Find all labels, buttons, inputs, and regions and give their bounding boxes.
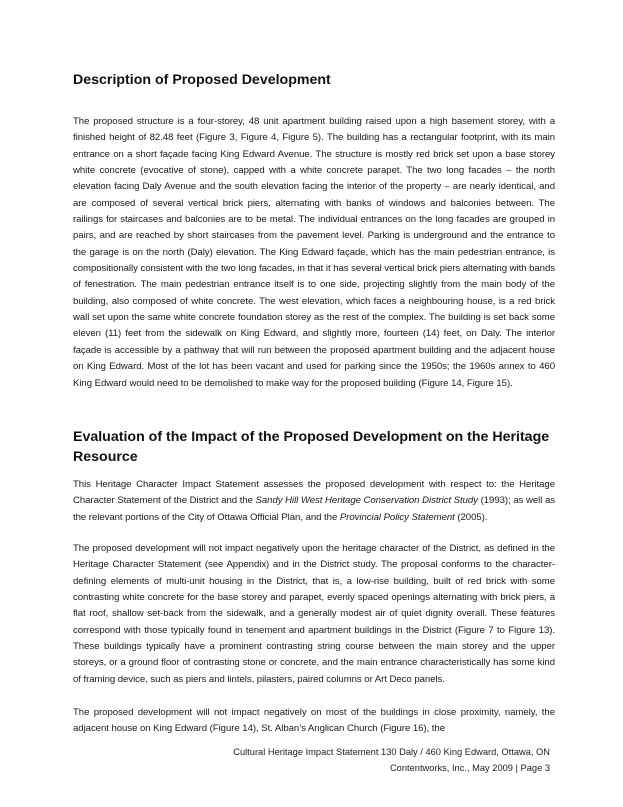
district-study-title: Sandy Hill West Heritage Conservation District Study	[255, 495, 478, 507]
evaluation-paragraph-district: The proposed development will not impact negatively upon the heritage character of the District, as defined in the Heritage Character Statement (see Appendix) and in the District study. The proposal conforms to the character-defining elements of multi-unit housing in the District, that is, a low-rise building, built of red brick with some contrasting white concrete for the base storey and parapet, evenly spaced openings alternating with brick piers, a flat roof, shallow set-back from the sidewalk, and a generally modest air of quiet dignity overall. These features correspond with those typically found in tenement and apartment buildings in the District (Figure 7 to Figure 13). These buildings typically have a prominent contrasting string course between the main storey and the upper storeys, or a ground floor of contrasting stone or concrete, and the main entrance characteristically has some kind of framing device, such as piers and lintels, pilasters, paired columns or Art Deco panels.	[73, 543, 555, 685]
footer-title: Cultural Heritage Impact Statement 130 Daly / 460 King Edward, Ottawa, ON	[233, 747, 550, 757]
footer-page-info: Contentworks, Inc., May 2009 | Page 3	[389, 762, 550, 773]
page-footer	[233, 745, 550, 776]
scope-text-2: (1993); as well as the relevant portions of the City of Ottawa Official Plan, and the	[73, 495, 555, 523]
section-heading-description: Description of Proposed Development	[73, 72, 331, 88]
scope-text-3: (2005).	[454, 511, 488, 523]
section-heading-evaluation: Evaluation of the Impact of the Proposed Development on the Heritage Resource	[73, 429, 550, 465]
evaluation-paragraph-scope	[73, 477, 555, 526]
policy-statement-title: Provincial Policy Statement	[339, 511, 455, 523]
evaluation-paragraph-proximity: The proposed development will not impact negatively on most of the buildings in close proximity, namely, the adjacent house on King Edward (Figure 14), St. Alban’s Anglican Church (Figure 16), the	[73, 707, 555, 735]
description-paragraph: The proposed structure is a four-storey, 48 unit apartment building raised upon a high basement storey, with a finished height of 82.48 feet (Figure 3, Figure 4, Figure 5). The building has a rectangular footprint, with its main entrance on a short façade facing King Edward Avenue. The structure is mostly red brick set upon a base storey white concrete (evocative of stone), capped with a white concrete parapet. The two long facades – the north elevation facing Daly Avenue and the south elevation facing the interior of the property – are nearly identical, and are composed of several vertical brick piers, alternating with banks of windows and balconies between. The railings for staircases and balconies are to be metal. The individual entrances on the long facades are grouped in pairs, and are reached by short staircases from the pavement level. Parking is underground and the entrance to the garage is on the north (Daly) elevation. The King Edward façade, which has the main pedestrian entrance, is compositionally consistent with the two long facades, in that it has several vertical brick piers alternating with bands of fenestration. The main pedestrian entrance itself is to one side, projecting slightly from the main body of the building, also composed of white concrete. The west elevation, which faces a neighbouring house, is a red brick wall set upon the same white concrete foundation storey as the rest of the complex. The building is set back some eleven (11) feet from the sidewalk on King Edward, and slightly more, fourteen (14) feet, on Daly. The interior façade is accessible by a pathway that will run between the proposed apartment building and the adjacent house on King Edward. Most of the lot has been vacant and used for parking since the 1950s; the 1960s annex to 460 King Edward would need to be demolished to make way for the proposed building (Figure 14, Figure 15).	[73, 116, 555, 389]
scope-text-1: This Heritage Character Impact Statement assesses the proposed development with respect to: the Heritage Character Statement of the District and the	[73, 479, 555, 507]
